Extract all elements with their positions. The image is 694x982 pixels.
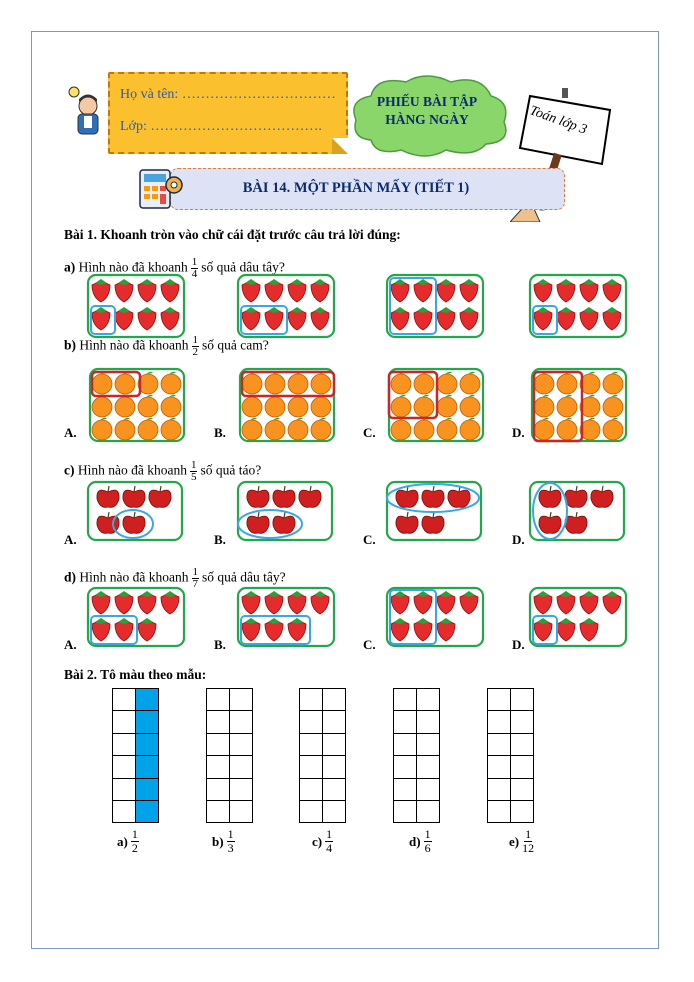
grid-cell[interactable] [136, 800, 159, 822]
grid-cell[interactable] [113, 689, 136, 711]
apple-icon [123, 516, 145, 533]
orange-icon [557, 374, 577, 394]
orange-icon [265, 397, 285, 417]
grid-cell[interactable] [511, 778, 534, 800]
grid-cell[interactable] [136, 689, 159, 711]
option-c-b[interactable]: B. [214, 532, 226, 547]
strawberry-icon [580, 283, 598, 303]
option-b-b[interactable]: B. [214, 425, 226, 440]
grid-label-b: b) $\frac{1}{3}$ [212, 827, 234, 855]
orange-icon [437, 420, 457, 440]
strawberry-icon [437, 311, 455, 331]
orange-icon [288, 397, 308, 417]
class-field[interactable]: Lớp: ………………………………. [120, 119, 322, 134]
grid-cell[interactable] [488, 733, 511, 755]
strawberry-icon [115, 311, 133, 331]
strawberry-icon [265, 311, 283, 331]
grid-cell[interactable] [511, 756, 534, 778]
grid-d[interactable] [393, 688, 441, 826]
grid-cell[interactable] [488, 778, 511, 800]
strawberry-icon [557, 595, 575, 615]
grid-cell[interactable] [417, 711, 440, 733]
orange-icon [391, 374, 411, 394]
strawberry-icon [288, 595, 306, 615]
strawberry-icon [242, 595, 260, 615]
grid-e[interactable] [487, 688, 535, 826]
strawberry-icon [138, 622, 156, 642]
grid-cell[interactable] [511, 800, 534, 822]
option-d-a[interactable]: A. [64, 637, 77, 652]
exercise-2-heading: Bài 2. Tô màu theo mẫu: [64, 667, 207, 682]
strawberry-icon [161, 595, 179, 615]
grid-cell[interactable] [113, 800, 136, 822]
grid-cell[interactable] [394, 733, 417, 755]
strawberry-icon [311, 283, 329, 303]
strawberry-icon [288, 283, 306, 303]
grid-cell[interactable] [417, 778, 440, 800]
orange-icon [534, 397, 554, 417]
strawberry-icon [437, 283, 455, 303]
strawberry-icon [557, 283, 575, 303]
grid-b[interactable] [206, 688, 254, 826]
grid-cell[interactable] [488, 711, 511, 733]
grid-label-d: d) $\frac{1}{6}$ [409, 827, 431, 855]
grid-cell[interactable] [113, 756, 136, 778]
worksheet-title: PHIẾU BÀI TẬP HÀNG NGÀY [376, 94, 478, 127]
strawberry-icon [414, 311, 432, 331]
apple-icon [422, 490, 444, 507]
grid-cell[interactable] [230, 778, 253, 800]
option-d-b[interactable]: B. [214, 637, 226, 652]
strawberry-icon [138, 595, 156, 615]
strawberry-icon [115, 622, 133, 642]
strawberry-icon [92, 283, 110, 303]
option-c-d[interactable]: D. [512, 532, 525, 547]
orange-icon [242, 374, 262, 394]
grid-cell[interactable] [207, 800, 230, 822]
grid-cell[interactable] [230, 756, 253, 778]
orange-icon [311, 420, 331, 440]
grid-cell[interactable] [136, 711, 159, 733]
orange-icon [414, 420, 434, 440]
option-c-a[interactable]: A. [64, 532, 77, 547]
strawberry-icon [580, 595, 598, 615]
strawberry-icon [265, 595, 283, 615]
apple-icon [448, 490, 470, 507]
grid-cell[interactable] [417, 800, 440, 822]
grid-cell[interactable] [230, 800, 253, 822]
question-b: b) Hình nào đã khoanh $\frac{1}{2}$ số quả cam? [64, 334, 269, 358]
strawberry-icon [557, 311, 575, 331]
grid-cell[interactable] [207, 733, 230, 755]
option-d-d[interactable]: D. [512, 637, 525, 652]
sign-label: Toán lớp 3 [527, 103, 589, 138]
grid-label-a: a) $\frac{1}{2}$ [117, 827, 138, 855]
orange-icon [603, 374, 623, 394]
grid-c[interactable] [299, 688, 347, 826]
grid-cell[interactable] [136, 733, 159, 755]
grid-cell[interactable] [394, 756, 417, 778]
strawberry-icon [534, 311, 552, 331]
question-c: c) Hình nào đã khoanh $\frac{1}{5}$ số quả táo? [64, 459, 262, 483]
orange-icon [557, 397, 577, 417]
strawberry-icon [161, 311, 179, 331]
orange-icon [288, 374, 308, 394]
orange-icon [414, 374, 434, 394]
apple-icon [422, 516, 444, 533]
strawberry-icon [460, 283, 478, 303]
strawberry-icon [138, 283, 156, 303]
grid-a[interactable] [112, 688, 160, 826]
orange-icon [161, 420, 181, 440]
grid-cell[interactable] [323, 733, 346, 755]
orange-icon [288, 420, 308, 440]
grid-cell[interactable] [417, 756, 440, 778]
question-d: d) Hình nào đã khoanh $\frac{1}{7}$ số quả dâu tây? [64, 566, 286, 590]
grid-cell[interactable] [394, 800, 417, 822]
strawberry-icon [115, 595, 133, 615]
strawberry-icon [414, 283, 432, 303]
grid-cell[interactable] [300, 778, 323, 800]
strawberry-icon [557, 622, 575, 642]
grid-cell[interactable] [113, 711, 136, 733]
strawberry-icon [580, 622, 598, 642]
grid-cell[interactable] [417, 689, 440, 711]
strawberry-icon [115, 283, 133, 303]
orange-icon [265, 374, 285, 394]
orange-icon [92, 397, 112, 417]
apple-icon [565, 516, 587, 533]
option-c-c[interactable]: C. [363, 532, 376, 547]
orange-icon [603, 420, 623, 440]
strawberry-icon [534, 622, 552, 642]
apple-icon [591, 490, 613, 507]
apple-icon [149, 490, 171, 507]
grid-cell[interactable] [511, 689, 534, 711]
grid-cell[interactable] [488, 689, 511, 711]
apple-icon [247, 516, 269, 533]
orange-icon [115, 374, 135, 394]
strawberry-icon [414, 595, 432, 615]
grid-cell[interactable] [323, 778, 346, 800]
orange-icon [138, 420, 158, 440]
strawberry-icon [242, 622, 260, 642]
question-a: a) Hình nào đã khoanh $\frac{1}{4}$ số quả dâu tây? [64, 256, 285, 280]
option-b-d[interactable]: D. [512, 425, 525, 440]
orange-icon [138, 397, 158, 417]
apple-icon [539, 516, 561, 533]
strawberry-icon [603, 595, 621, 615]
grid-cell[interactable] [488, 800, 511, 822]
orange-icon [437, 374, 457, 394]
grid-cell[interactable] [394, 778, 417, 800]
strawberry-icon [460, 595, 478, 615]
orange-icon [265, 420, 285, 440]
apple-icon [539, 490, 561, 507]
grid-cell[interactable] [230, 711, 253, 733]
orange-icon [391, 397, 411, 417]
grid-cell[interactable] [511, 733, 534, 755]
strawberry-icon [92, 311, 110, 331]
orange-icon [534, 420, 554, 440]
apple-icon [299, 490, 321, 507]
grid-cell[interactable] [300, 689, 323, 711]
grid-cell[interactable] [394, 711, 417, 733]
grid-cell[interactable] [113, 733, 136, 755]
apple-icon [273, 490, 295, 507]
grid-cell[interactable] [417, 733, 440, 755]
apple-icon [97, 490, 119, 507]
strawberry-icon [161, 283, 179, 303]
orange-icon [414, 397, 434, 417]
strawberry-icon [391, 622, 409, 642]
grid-cell[interactable] [511, 711, 534, 733]
strawberry-icon [138, 311, 156, 331]
grid-cell[interactable] [207, 689, 230, 711]
apple-icon [247, 490, 269, 507]
strawberry-icon [288, 311, 306, 331]
strawberry-icon [391, 283, 409, 303]
grid-cell[interactable] [323, 756, 346, 778]
orange-icon [311, 374, 331, 394]
strawberry-icon [242, 283, 260, 303]
strawberry-icon [391, 311, 409, 331]
orange-icon [161, 397, 181, 417]
orange-icon [391, 420, 411, 440]
orange-icon [460, 420, 480, 440]
orange-icon [115, 397, 135, 417]
orange-icon [534, 374, 554, 394]
grid-cell[interactable] [300, 733, 323, 755]
orange-icon [161, 374, 181, 394]
grid-cell[interactable] [323, 711, 346, 733]
grid-cell[interactable] [136, 756, 159, 778]
strawberry-icon [603, 311, 621, 331]
orange-icon [557, 420, 577, 440]
option-b-c[interactable]: C. [363, 425, 376, 440]
orange-icon [311, 397, 331, 417]
apple-icon [396, 516, 418, 533]
grid-cell[interactable] [488, 756, 511, 778]
strawberry-icon [460, 311, 478, 331]
strawberry-icon [265, 622, 283, 642]
strawberry-icon [437, 622, 455, 642]
orange-icon [115, 420, 135, 440]
exercise-1-heading: Bài 1. Khoanh tròn vào chữ cái đặt trước câu trả lời đúng: [64, 227, 401, 242]
strawberry-icon [311, 595, 329, 615]
lesson-title: BÀI 14. MỘT PHẦN MẤY (TIẾT 1) [242, 180, 470, 196]
orange-icon [242, 420, 262, 440]
grid-label-e: e) $\frac{1}{12}$ [509, 827, 535, 855]
orange-icon [92, 420, 112, 440]
grid-cell[interactable] [323, 800, 346, 822]
grid-cell[interactable] [300, 756, 323, 778]
apple-icon [123, 490, 145, 507]
option-b-a[interactable]: A. [64, 425, 77, 440]
name-field[interactable]: Họ và tên: …………………………… [120, 87, 336, 102]
grid-cell[interactable] [323, 689, 346, 711]
strawberry-icon [603, 283, 621, 303]
orange-icon [92, 374, 112, 394]
strawberry-icon [92, 622, 110, 642]
grid-cell[interactable] [207, 711, 230, 733]
grid-cell[interactable] [394, 689, 417, 711]
strawberry-icon [437, 595, 455, 615]
grid-cell[interactable] [300, 800, 323, 822]
option-d-c[interactable]: C. [363, 637, 376, 652]
strawberry-icon [534, 283, 552, 303]
strawberry-icon [288, 622, 306, 642]
orange-icon [242, 397, 262, 417]
orange-icon [603, 397, 623, 417]
apple-icon [273, 516, 295, 533]
strawberry-icon [265, 283, 283, 303]
grid-cell[interactable] [230, 733, 253, 755]
grid-cell[interactable] [207, 778, 230, 800]
strawberry-icon [580, 311, 598, 331]
strawberry-icon [311, 311, 329, 331]
strawberry-icon [242, 311, 260, 331]
strawberry-icon [92, 595, 110, 615]
grid-cell[interactable] [136, 778, 159, 800]
orange-icon [460, 374, 480, 394]
strawberry-icon [534, 595, 552, 615]
apple-icon [396, 490, 418, 507]
grid-cell[interactable] [113, 778, 136, 800]
strawberry-icon [391, 595, 409, 615]
grid-label-c: c) $\frac{1}{4}$ [312, 827, 333, 855]
grid-cell[interactable] [300, 711, 323, 733]
strawberry-icon [414, 622, 432, 642]
apple-icon [565, 490, 587, 507]
grid-cell[interactable] [207, 756, 230, 778]
orange-icon [460, 397, 480, 417]
grid-cell[interactable] [230, 689, 253, 711]
orange-icon [437, 397, 457, 417]
